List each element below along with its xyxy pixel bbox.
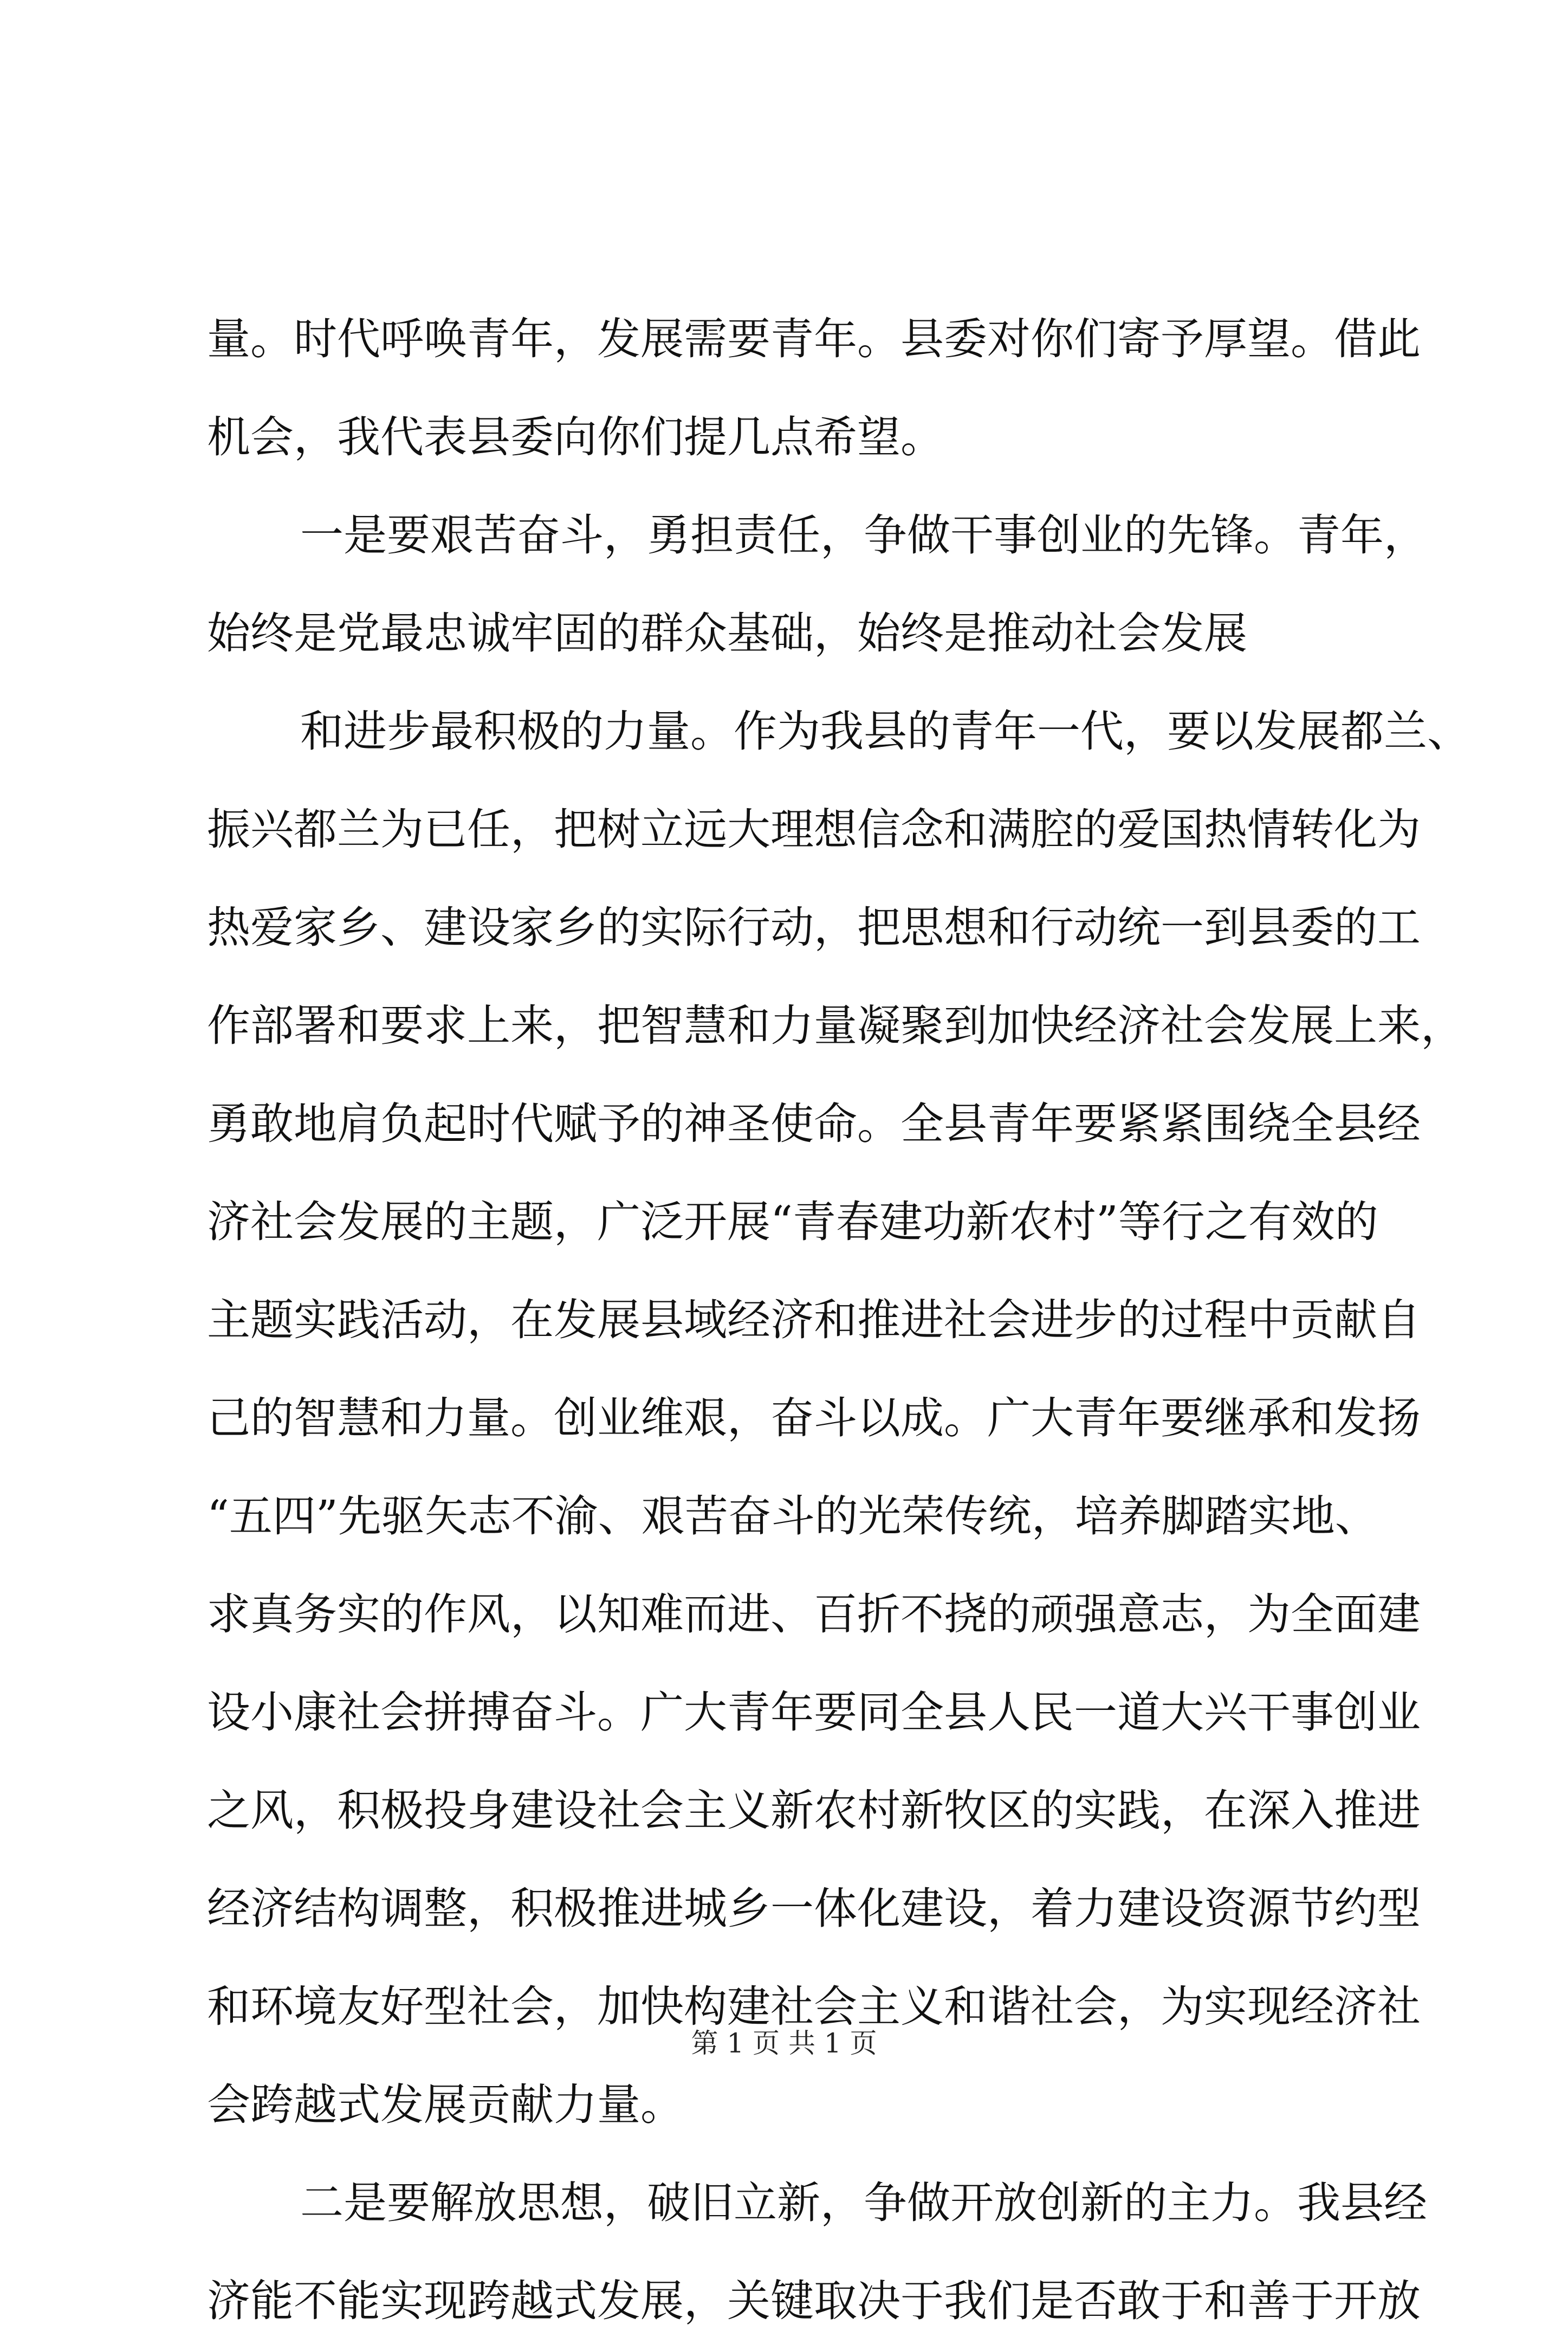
text-line-18: 和环境友好型社会，加快构建社会主义和谐社会，为实现经济社 <box>207 1981 1421 2032</box>
paragraph-one-start: 一是要艰苦奋斗，勇担责任，争做干事创业的先锋。青年， <box>300 510 1427 560</box>
text-line-1: 量。时代呼唤青年，发展需要青年。县委对你们寄予厚望。借此 <box>207 314 1421 364</box>
text-line-9: 勇敢地肩负起时代赋予的神圣使命。全县青年要紧紧围绕全县经 <box>207 1099 1421 1149</box>
paragraph-continuation-start: 和进步最积极的力量。作为我县的青年一代，要以发展都兰、 <box>300 706 1470 757</box>
text-line-11: 主题实践活动，在发展县域经济和推进社会进步的过程中贡献自 <box>207 1295 1421 1345</box>
text-line-4: 始终是党最忠诚牢固的群众基础，始终是推动社会发展 <box>207 608 1247 658</box>
text-line-21: 济能不能实现跨越式发展，关键取决于我们是否敢于和善于开放 <box>207 2276 1421 2326</box>
text-line-15: 设小康社会拼搏奋斗。广大青年要同全县人民一道大兴干事创业 <box>207 1687 1421 1738</box>
text-line-19: 会跨越式发展贡献力量。 <box>207 2080 684 2130</box>
text-line-7: 热爱家乡、建设家乡的实际行动，把思想和行动统一到县委的工 <box>207 902 1421 953</box>
page-footer: 第 1 页 共 1 页 <box>691 2028 877 2059</box>
text-line-6: 振兴都兰为已任，把树立远大理想信念和满腔的爱国热情转化为 <box>207 804 1421 855</box>
text-line-2: 机会，我代表县委向你们提几点希望。 <box>207 412 944 462</box>
paragraph-two-start: 二是要解放思想，破旧立新，争做开放创新的主力。我县经 <box>300 2178 1427 2228</box>
text-line-12: 己的智慧和力量。创业维艰，奋斗以成。广大青年要继承和发扬 <box>207 1393 1421 1443</box>
text-line-10: 济社会发展的主题，广泛开展“青春建功新农村”等行之有效的 <box>207 1197 1378 1247</box>
text-line-17: 经济结构调整，积极推进城乡一体化建设，着力建设资源节约型 <box>207 1883 1421 1934</box>
text-line-13: “五四”先驱矢志不渝、艰苦奋斗的光荣传统，培养脚踏实地、 <box>207 1491 1378 1541</box>
text-line-14: 求真务实的作风，以知难而进、百折不挠的顽强意志，为全面建 <box>207 1589 1421 1639</box>
text-line-8: 作部署和要求上来，把智慧和力量凝聚到加快经济社会发展上来， <box>207 1000 1464 1051</box>
text-line-16: 之风，积极投身建设社会主义新农村新牧区的实践，在深入推进 <box>207 1785 1421 1836</box>
